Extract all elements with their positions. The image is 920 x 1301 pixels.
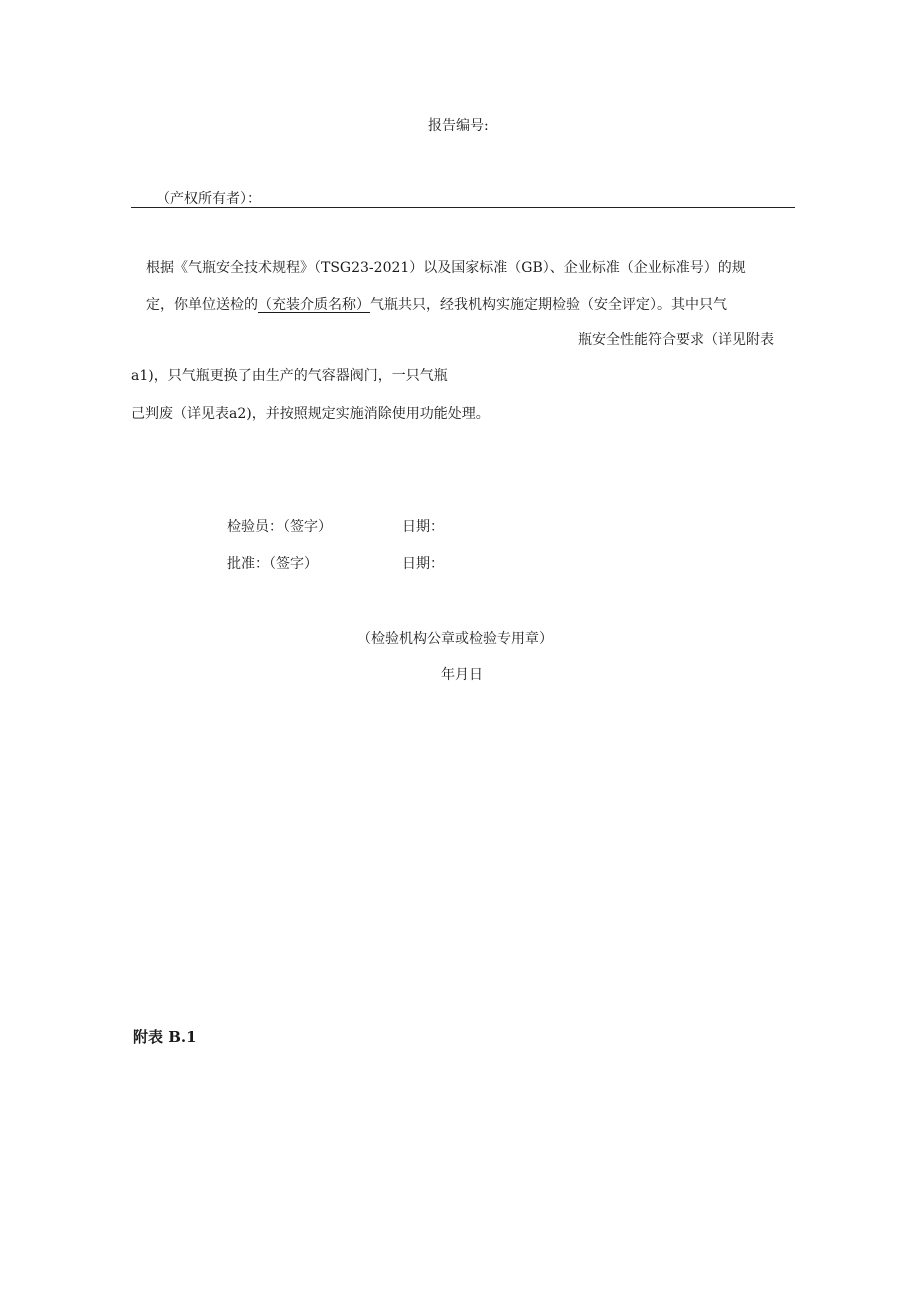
date-line: 年月日 bbox=[441, 667, 483, 683]
owner-underline bbox=[131, 207, 795, 208]
body-line-1: 根据《气瓶安全技术规程》（TSG23-2021）以及国家标准（GB）、企业标准（企业标准号）的规 bbox=[146, 260, 746, 276]
report-number: 报告编号: bbox=[428, 118, 489, 134]
body-line-3: 瓶安全性能符合要求（详见附表 bbox=[578, 332, 774, 348]
seal-placeholder: （检验机构公章或检验专用章） bbox=[357, 631, 553, 647]
inspector-signature: 检验员：（签字） bbox=[227, 519, 332, 535]
body-line-2 bbox=[146, 298, 727, 312]
medium-name-blank: （充装介质名称） bbox=[258, 297, 370, 313]
body-line-2-start: 定，你单位送检的 bbox=[146, 297, 258, 313]
inspector-date: 日期： bbox=[402, 519, 444, 535]
appendix-heading: 附表 B.1 bbox=[133, 1028, 197, 1046]
approver-date: 日期： bbox=[402, 556, 444, 572]
body-line-4: a1)，只气瓶更换了由生产的气容器阀门，一只气瓶 bbox=[131, 368, 448, 384]
owner-label: （产权所有者）： bbox=[156, 191, 261, 207]
body-line-2-end: 气瓶共只，经我机构实施定期检验（安全评定）。其中只气 bbox=[370, 297, 727, 313]
approver-signature: 批准：（签字） bbox=[227, 556, 318, 572]
body-line-5: 己判废（详见表a2)，并按照规定实施消除使用功能处理。 bbox=[131, 406, 490, 422]
